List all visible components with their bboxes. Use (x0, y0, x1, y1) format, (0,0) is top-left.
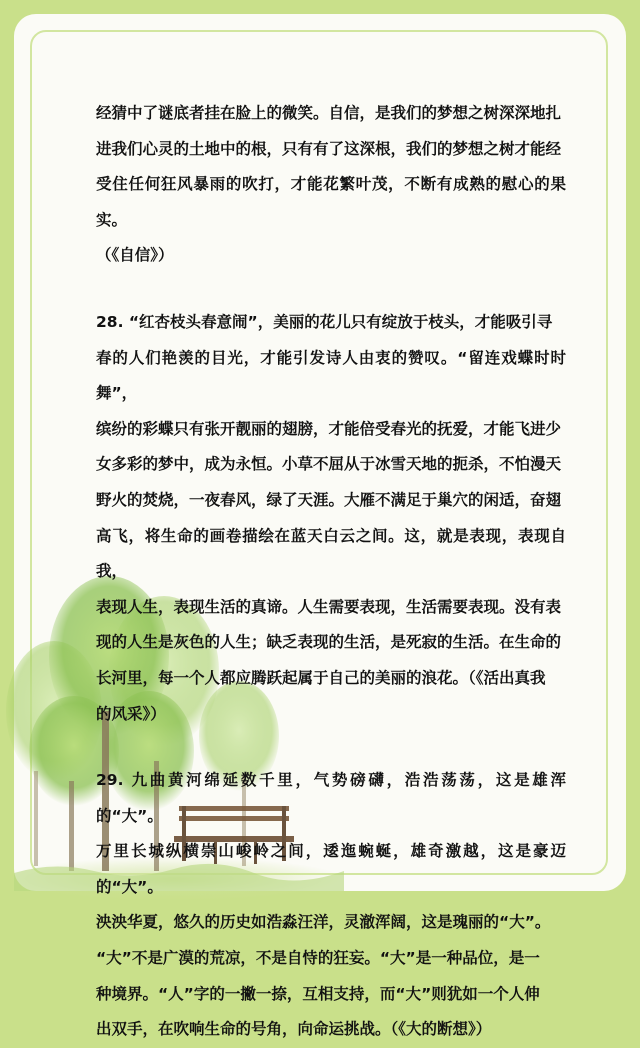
paragraph-29 (96, 763, 566, 1048)
text-line: 万里长城纵横崇山峻岭之间，逶迤蜿蜒，雄奇激越，这是豪迈的“大”。 (96, 842, 566, 896)
text-line: 受住任何狂风暴雨的吹打，才能花繁叶茂，不断有成熟的慰心的果实。 (96, 175, 566, 229)
text-line: 29. 九曲黄河绵延数千里，气势磅礴，浩浩荡荡，这是雄浑的“大”。 (96, 771, 566, 825)
paragraph-28 (96, 305, 566, 732)
text-line: 女多彩的梦中，成为永恒。小草不屈从于冰雪天地的扼杀，不怕漫天 (96, 455, 562, 474)
text-line: 经猜中了谜底者挂在脸上的微笑。自信，是我们的梦想之树深深地扎 (96, 104, 562, 122)
paragraph-1 (96, 96, 566, 274)
text-line: 出双手，在吹响生命的号角，向命运挑战。（《大的断想》） (96, 1020, 492, 1039)
text-line: 的风采》） (96, 704, 166, 723)
text-line: 高飞，将生命的画卷描绘在蓝天白云之间。这，就是表现，表现自我， (96, 526, 566, 581)
text-line: 春的人们艳羡的目光，才能引发诗人由衷的赞叹。“留连戏蝶时时舞”， (96, 348, 566, 403)
text-line: 缤纷的彩蝶只有张开靓丽的翅膀，才能倍受春光的抚爱，才能飞进少 (96, 419, 562, 438)
article-body (96, 96, 566, 1048)
text-line: 野火的焚烧，一夜春风，绿了天涯。大雁不满足于巢穴的闲适，奋翅 (96, 490, 562, 509)
text-line: 现的人生是灰色的人生；缺乏表现的生活，是死寂的生活。在生命的 (96, 633, 562, 652)
text-line: 长河里，每一个人都应腾跃起属于自己的美丽的浪花。（《活出真我 (96, 668, 546, 687)
text-line: “大”不是广漠的荒凉，不是自恃的狂妄。“大”是一种品位，是一 (96, 949, 540, 968)
text-line: （《自信》） (96, 246, 174, 265)
paper-page (14, 14, 626, 1039)
text-line: 28. “红杏枝头春意闹”，美丽的花儿只有绽放于枝头，才能吸引寻 (96, 312, 553, 331)
text-line: 种境界。“人”字的一撇一捺，互相支持，而“大”则犹如一个人伸 (96, 984, 540, 1003)
text-line: 泱泱华夏，悠久的历史如浩淼汪洋，灵澈浑阔，这是瑰丽的“大”。 (96, 913, 551, 932)
text-line: 表现人生，表现生活的真谛。人生需要表现，生活需要表现。没有表 (96, 597, 562, 616)
text-line: 进我们心灵的土地中的根，只有有了这深根，我们的梦想之树才能经 (96, 139, 562, 158)
